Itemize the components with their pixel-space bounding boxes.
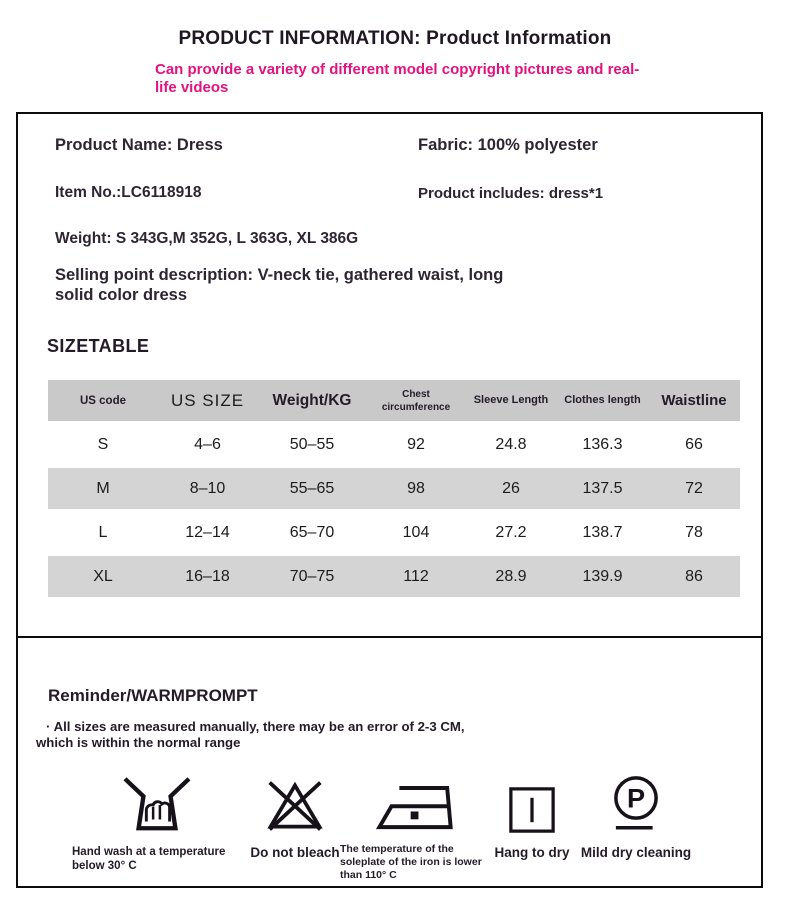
care-label: Do not bleach [250,845,340,860]
reminder-note: · All sizes are measured manually, there may be an error of 2-3 CM, which is within the normal range [36,719,465,750]
cell-weight: 50–55 [257,423,367,467]
table-row-l [48,511,740,555]
cell-chest: 104 [367,511,465,555]
cell-sleeve: 28.9 [465,555,557,599]
cell-clothes: 139.9 [557,555,648,599]
care-item-iron [340,770,490,882]
mild-dry-clean-icon [608,770,664,836]
col-header-chest: Chest circumference [367,380,465,423]
cell-size: XL [48,555,158,599]
svg-text:P: P [626,782,646,814]
do-not-bleach-icon [261,770,329,836]
table-row-m [48,467,740,511]
care-label: Hang to dry [494,845,570,860]
cell-sleeve: 24.8 [465,423,557,467]
product-item-no: Item No.:LC6118918 [55,184,202,201]
cell-weight: 55–65 [257,467,367,511]
cell-ussize: 16–18 [158,555,257,599]
cell-weight: 65–70 [257,511,367,555]
product-weight: Weight: S 343G,M 352G, L 363G, XL 386G [55,230,359,247]
cell-waist: 78 [648,511,740,555]
hang-to-dry-icon [506,770,558,836]
product-name: Product Name: Dress [55,136,223,154]
col-header-us-code: US code [48,380,158,423]
cell-clothes: 137.5 [557,467,648,511]
cell-sleeve: 27.2 [465,511,557,555]
care-label: Hand wash at a temperature below 30° C [72,846,226,873]
col-header-us-size: US SIZE [158,380,257,423]
cell-weight: 70–75 [257,555,367,599]
cell-chest: 98 [367,467,465,511]
cell-clothes: 136.3 [557,423,648,467]
size-table-header-row [48,380,740,423]
cell-size: M [48,467,158,511]
cell-waist: 72 [648,467,740,511]
cell-clothes: 138.7 [557,511,648,555]
size-table [48,380,740,600]
table-row-s [48,423,740,467]
col-header-weight: Weight/KG [257,380,367,423]
table-row-xl [48,555,740,599]
iron-low-heat-icon [375,770,455,836]
cell-ussize: 4–6 [158,423,257,467]
cell-sleeve: 26 [465,467,557,511]
page-subtitle: Can provide a variety of different model copyright pictures and real-life videos [155,61,640,97]
page-title: PRODUCT INFORMATION: Product Information [178,28,612,49]
care-label: The temperature of the soleplate of the iron is lower than 110° C [340,843,482,882]
cell-size: S [48,423,158,467]
cell-ussize: 12–14 [158,511,257,555]
cell-waist: 86 [648,555,740,599]
section-divider [16,636,763,638]
cell-size: L [48,511,158,555]
cell-chest: 92 [367,423,465,467]
size-table-heading: SIZETABLE [47,336,150,356]
cell-chest: 112 [367,555,465,599]
care-item-hand-wash [72,770,242,874]
reminder-heading: Reminder/WARMPROMPT [48,686,258,705]
col-header-clothes: Clothes length [557,380,648,423]
cell-waist: 66 [648,423,740,467]
care-label: Mild dry cleaning [580,845,692,860]
col-header-waistline: Waistline [648,380,740,423]
col-header-sleeve: Sleeve Length [465,380,557,423]
cell-ussize: 8–10 [158,467,257,511]
hand-wash-icon [120,770,194,836]
product-fabric: Fabric: 100% polyester [418,136,598,154]
care-item-dry-clean [556,770,716,862]
product-includes: Product includes: dress*1 [418,185,604,202]
selling-point: Selling point description: V-neck tie, gathered waist, long solid color dress [55,266,504,304]
